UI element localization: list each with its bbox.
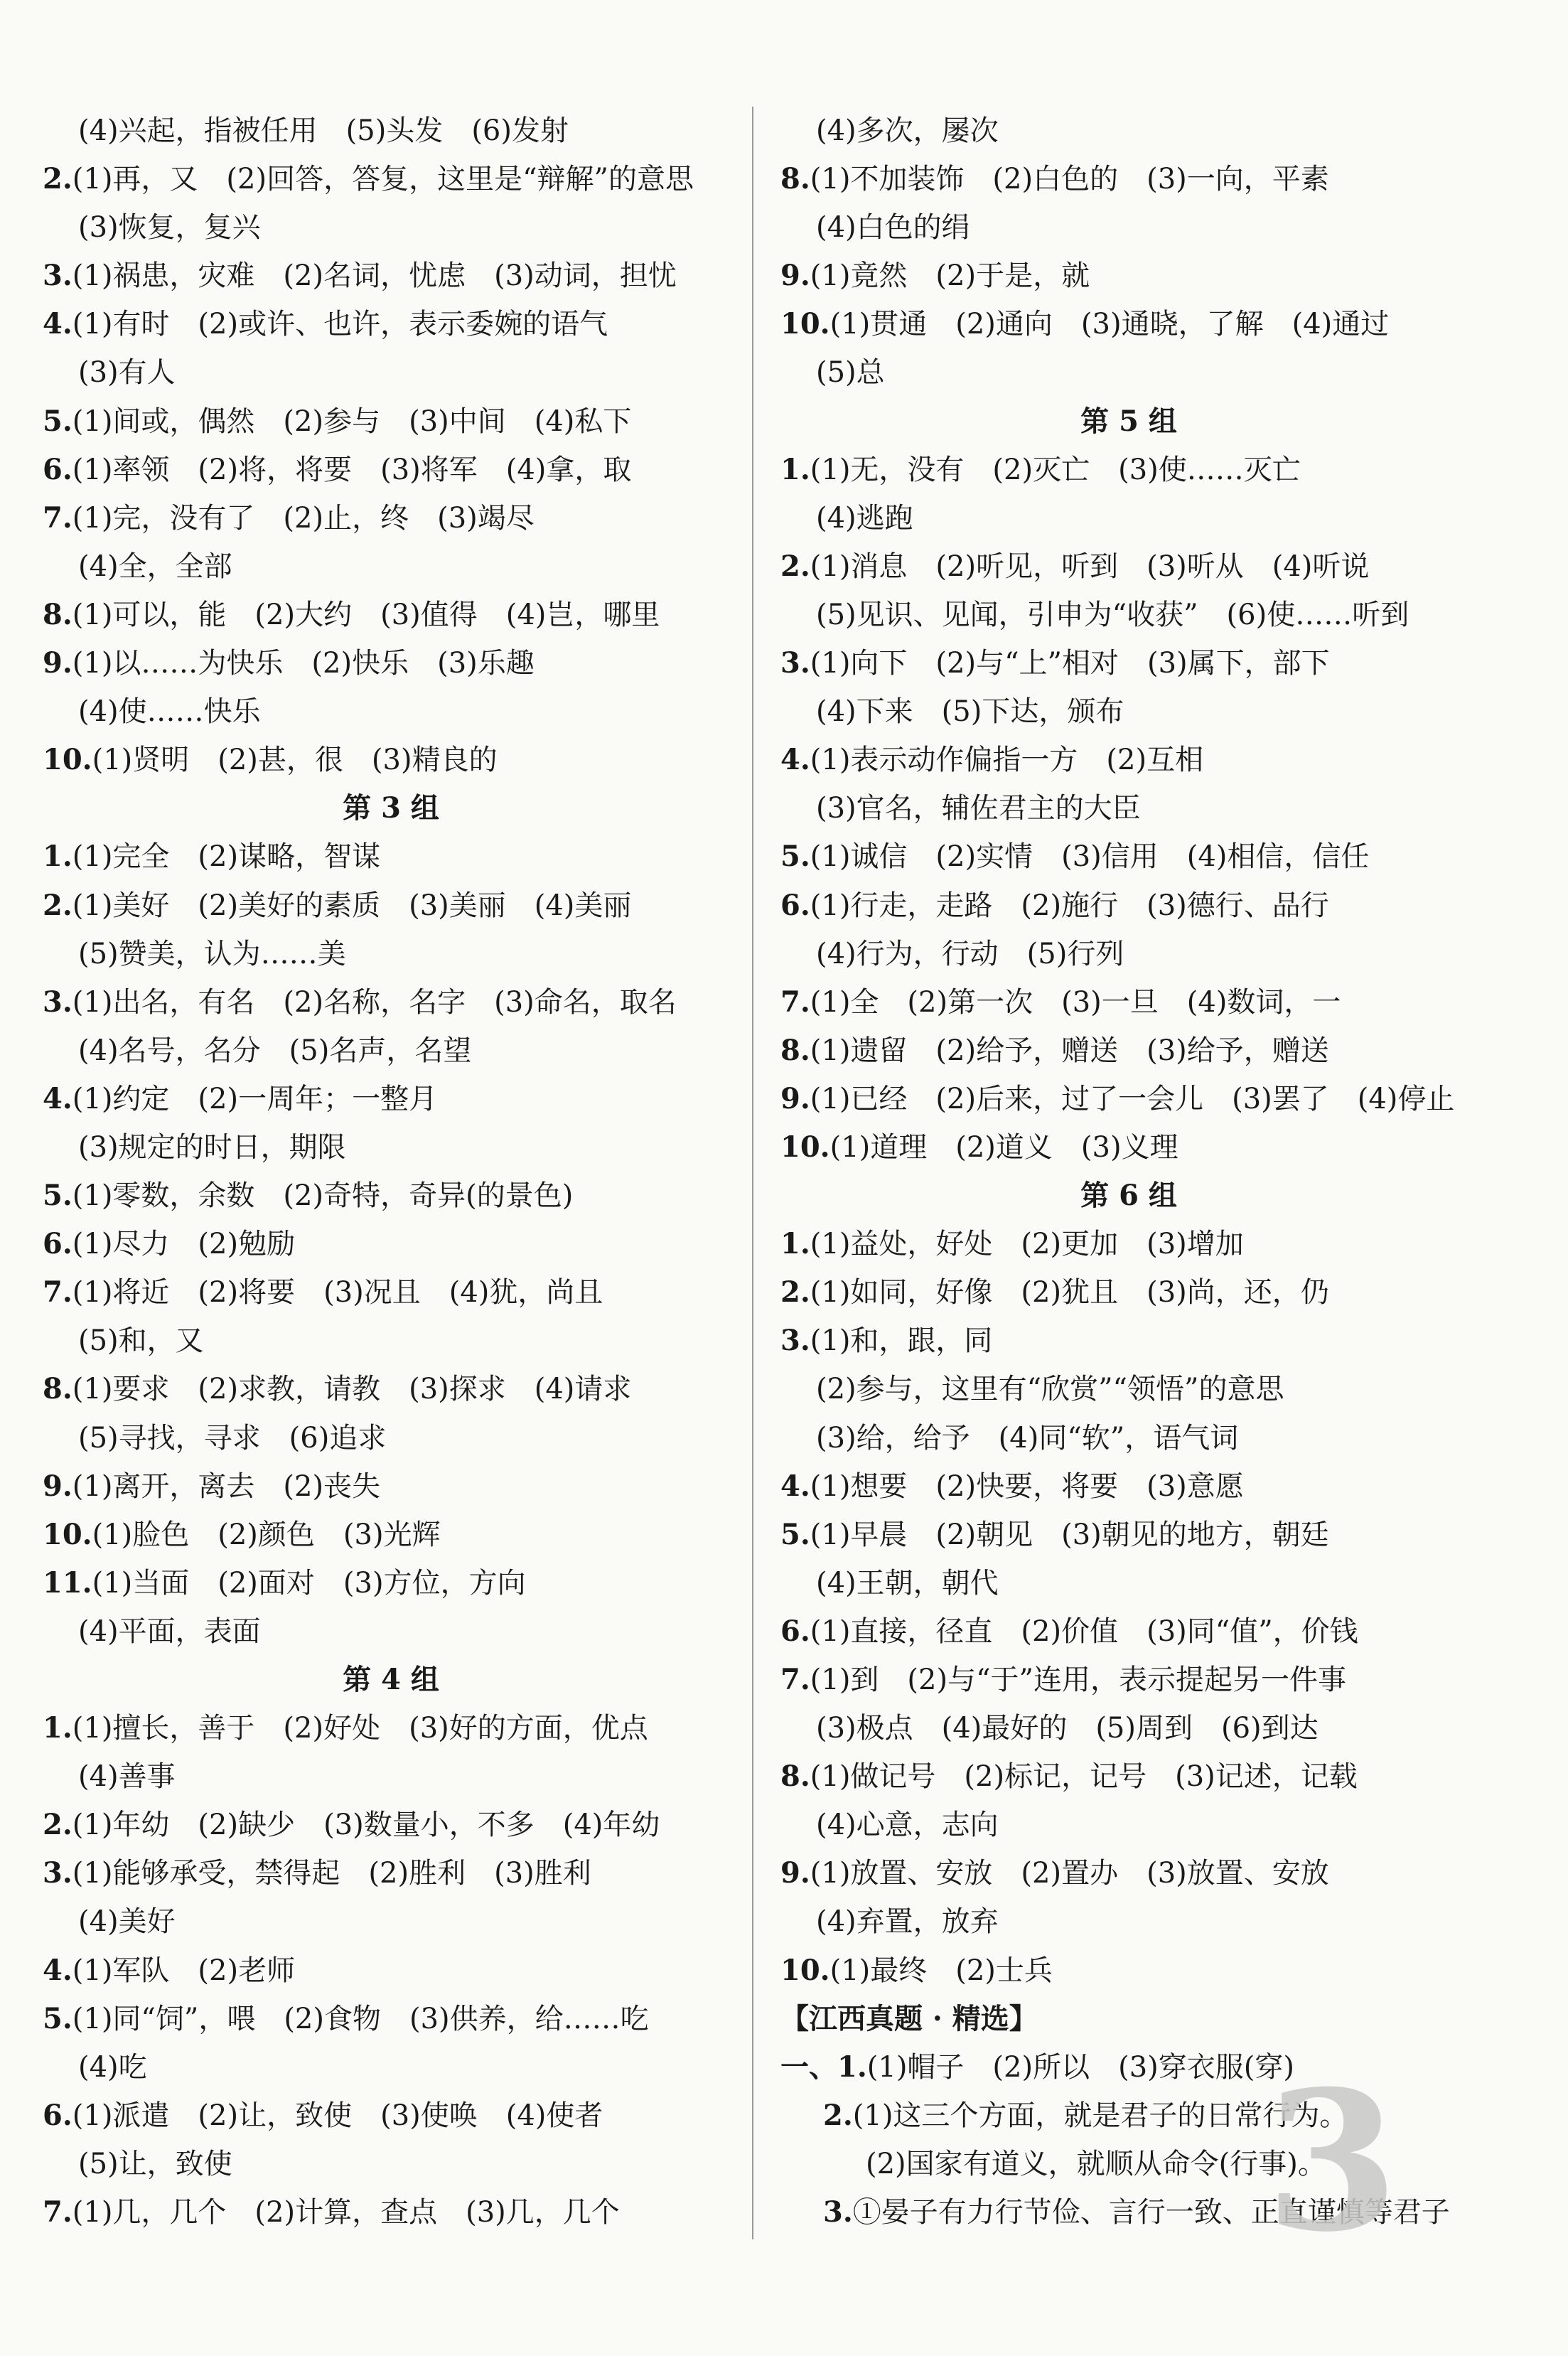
answer-item: [780, 1220, 1477, 1268]
item-text: (1)向下 (2)与“上”相对 (3)属下，部下: [810, 647, 1330, 680]
item-number: 10.: [780, 307, 830, 341]
item-number: 2.: [43, 888, 73, 922]
answer-item: [43, 1075, 739, 1123]
item-text: (1)能够承受，禁得起 (2)胜利 (3)胜利: [72, 1857, 591, 1890]
item-text: (3)规定的时日，期限: [78, 1130, 346, 1164]
item-number: 1.: [43, 1711, 73, 1745]
answer-continuation-line: [43, 348, 739, 397]
item-number: 6.: [43, 2098, 73, 2132]
item-text: (1)脸色 (2)颜色 (3)光辉: [92, 1518, 441, 1551]
group-heading: [43, 784, 739, 832]
answer-item: [780, 832, 1477, 881]
answer-item: [43, 1172, 739, 1220]
answer-item: [780, 300, 1477, 348]
answer-item: [43, 736, 739, 784]
answer-item: [780, 1268, 1477, 1317]
answer-item: [780, 1123, 1477, 1172]
item-text: 第 4 组: [343, 1663, 439, 1696]
group-heading: [780, 1172, 1477, 1220]
item-text: (4)兴起，指被任用 (5)头发 (6)发射: [78, 114, 569, 147]
item-number: 2.: [823, 2098, 853, 2132]
answer-item: [43, 2188, 739, 2237]
item-number: 8.: [43, 1372, 73, 1406]
answer-item: [43, 1365, 739, 1413]
answer-item: [43, 300, 739, 348]
answer-continuation-line: [780, 687, 1477, 736]
item-number: 7.: [780, 1663, 810, 1696]
answer-item: [780, 639, 1477, 687]
item-number: 2.: [43, 162, 73, 196]
item-text: (1)竟然 (2)于是，就: [810, 259, 1090, 293]
item-text: (1)放置、安放 (2)置办 (3)放置、安放: [810, 1857, 1329, 1890]
item-number: 3.: [43, 1856, 73, 1890]
answer-continuation-line: [780, 591, 1477, 639]
answer-item: [43, 1947, 739, 1995]
answer-item: [780, 1317, 1477, 1365]
item-number: 6.: [43, 1227, 73, 1261]
answer-continuation-line: [43, 1752, 739, 1801]
item-text: (1)不加装饰 (2)白色的 (3)一向，平素: [810, 163, 1329, 196]
answer-item: [780, 1607, 1477, 1656]
answer-item: [780, 1075, 1477, 1123]
section-title: [780, 1995, 1477, 2043]
answer-item: [43, 397, 739, 446]
item-text: (5)见识、见闻，引申为“收获” (6)使……听到: [816, 598, 1409, 631]
item-text: (1)行走，走路 (2)施行 (3)德行、品行: [810, 889, 1329, 922]
item-text: (4)逃跑: [816, 501, 913, 535]
answer-item: [780, 978, 1477, 1027]
answer-item: [43, 832, 739, 881]
item-text: (1)祸患，灾难 (2)名词，忧虑 (3)动词，担忧: [72, 259, 677, 293]
item-text: (1)可以，能 (2)大约 (3)值得 (4)岂，哪里: [72, 598, 660, 631]
item-text: (1)以……为快乐 (2)快乐 (3)乐趣: [72, 647, 535, 680]
item-text: (3)有人: [78, 356, 176, 390]
answer-continuation-line: [43, 107, 739, 155]
answer-item: [43, 1511, 739, 1559]
item-text: (1)诚信 (2)实情 (3)信用 (4)相信，信任: [810, 840, 1370, 874]
item-text: (1)离开，离去 (2)丧失: [72, 1469, 381, 1503]
item-number: 2.: [43, 1808, 73, 1842]
answer-item: [780, 736, 1477, 784]
item-text: ①晏子有力行节俭、言行一致、正直谨慎等君子: [852, 2196, 1450, 2229]
item-text: (5)和，又: [78, 1324, 204, 1358]
item-number: 7.: [780, 985, 810, 1019]
item-text: (1)和，跟，同: [810, 1324, 993, 1358]
item-text: (1)遗留 (2)给予，赠送 (3)给予，赠送: [810, 1034, 1329, 1067]
item-number: 10.: [780, 1953, 830, 1987]
answer-continuation-line: [43, 1027, 739, 1075]
item-text: (4)心意，志向: [816, 1809, 999, 1842]
item-text: (1)到 (2)与“于”连用，表示提起另一件事: [810, 1664, 1346, 1696]
answer-continuation-line: [780, 1559, 1477, 1607]
item-text: (1)直接，径直 (2)价值 (3)同“值”，价钱: [810, 1615, 1358, 1648]
item-number: 5.: [43, 1179, 73, 1213]
answer-item: [43, 591, 739, 639]
item-number: 6.: [780, 888, 810, 922]
item-text: (4)使……快乐: [78, 695, 261, 729]
item-text: 第 6 组: [1080, 1179, 1177, 1213]
item-text: (1)军队 (2)老师: [72, 1954, 296, 1987]
answer-item: [43, 446, 739, 494]
item-text: 【江西真题 · 精选】: [780, 2001, 1038, 2035]
item-text: 第 3 组: [343, 791, 439, 825]
item-text: (2)参与，这里有“欣赏”“领悟”的意思: [816, 1373, 1284, 1406]
item-text: (1)当面 (2)面对 (3)方位，方向: [92, 1566, 526, 1600]
answer-continuation-line: [780, 1897, 1477, 1946]
item-number: 3.: [43, 259, 73, 293]
item-text: (1)道理 (2)道义 (3)义理: [829, 1130, 1178, 1164]
item-text: (1)最终 (2)士兵: [829, 1954, 1053, 1987]
item-number: 5.: [780, 1517, 810, 1551]
item-number: 5.: [780, 840, 810, 874]
item-text: (3)恢复，复兴: [78, 211, 261, 245]
item-text: (1)帽子 (2)所以 (3)穿衣服(穿): [866, 2050, 1294, 2084]
item-number: 10.: [43, 1517, 92, 1551]
answer-item: [43, 1268, 739, 1317]
answer-item: [43, 1801, 739, 1849]
answer-continuation-line: [780, 1801, 1477, 1849]
item-text: (1)全 (2)第一次 (3)一旦 (4)数词，一: [810, 985, 1341, 1019]
answer-item: [43, 1995, 739, 2043]
item-text: (1)贯通 (2)通向 (3)通晓，了解 (4)通过: [829, 308, 1390, 341]
item-number: 9.: [43, 1469, 73, 1503]
answer-item: [43, 252, 739, 300]
answer-continuation-line: [780, 930, 1477, 978]
answer-continuation-line: [43, 1607, 739, 1656]
item-text: (4)平面，表面: [78, 1615, 261, 1648]
item-text: (1)约定 (2)一周年；一整月: [72, 1082, 438, 1115]
item-text: (5)寻找，寻求 (6)追求: [78, 1421, 387, 1455]
item-text: (5)让，致使: [78, 2147, 232, 2180]
item-text: (1)做记号 (2)标记，记号 (3)记述，记载: [810, 1760, 1358, 1794]
answer-item: [780, 1849, 1477, 1897]
item-text: (1)完，没有了 (2)止，终 (3)竭尽: [72, 501, 535, 535]
answer-continuation-line: [43, 203, 739, 252]
answer-continuation-line: [780, 107, 1477, 155]
item-text: (1)贤明 (2)甚，很 (3)精良的: [92, 744, 498, 777]
answer-item: [43, 1704, 739, 1752]
answer-item: [780, 1027, 1477, 1075]
item-text: (1)表示动作偏指一方 (2)互相: [810, 744, 1204, 777]
item-number: 11.: [43, 1565, 92, 1600]
answer-item: [43, 978, 739, 1027]
answer-item: [780, 542, 1477, 591]
item-text: (2)国家有道义，就顺从命令(行事)。: [866, 2147, 1326, 2180]
answer-continuation-line: [43, 1317, 739, 1365]
item-text: (1)将近 (2)将要 (3)况且 (4)犹，尚且: [72, 1276, 603, 1310]
item-text: (3)极点 (4)最好的 (5)周到 (6)到达: [816, 1712, 1319, 1745]
item-number: 10.: [43, 743, 92, 777]
item-number: 6.: [43, 452, 73, 486]
item-text: (1)这三个方面，就是君子的日常行为。: [852, 2099, 1348, 2132]
item-text: (4)多次，屡次: [816, 114, 999, 147]
answer-continuation-line: [780, 784, 1477, 832]
item-number: 6.: [780, 1614, 810, 1648]
answer-continuation-line: [780, 203, 1477, 252]
item-number: 5.: [43, 404, 73, 438]
item-number: 8.: [43, 597, 73, 631]
item-text: (1)益处，好处 (2)更加 (3)增加: [810, 1228, 1244, 1261]
item-number: 9.: [780, 1081, 810, 1115]
answer-item: [43, 2092, 739, 2140]
item-number: 3.: [43, 985, 73, 1019]
item-number: 8.: [780, 1760, 810, 1794]
answer-continuation-line: [43, 542, 739, 591]
item-text: (1)无，没有 (2)灭亡 (3)使……灭亡: [810, 453, 1301, 486]
item-text: (1)擅长，善于 (2)好处 (3)好的方面，优点: [72, 1712, 648, 1745]
answer-item: [43, 1559, 739, 1607]
item-number: 4.: [43, 1953, 73, 1987]
answer-item: [780, 1752, 1477, 1801]
item-number: 1.: [780, 1227, 810, 1261]
item-number: 3.: [780, 1324, 810, 1358]
item-text: (1)早晨 (2)朝见 (3)朝见的地方，朝廷: [810, 1518, 1329, 1551]
answer-item: [43, 882, 739, 930]
answer-continuation-line: [780, 1414, 1477, 1462]
item-text: (4)白色的绢: [816, 211, 970, 245]
item-number: 9.: [43, 646, 73, 680]
item-text: (3)给，给予 (4)同“软”，语气词: [816, 1421, 1239, 1455]
answer-item: [43, 155, 739, 203]
answer-continuation-line: [43, 687, 739, 736]
item-text: (1)完全 (2)谋略，智谋: [72, 840, 381, 874]
item-text: (4)名号，名分 (5)名声，名望: [78, 1034, 472, 1067]
item-number: 4.: [780, 1469, 810, 1503]
answer-continuation-line: [43, 1414, 739, 1462]
item-number: 9.: [780, 1856, 810, 1890]
answer-continuation-line: [780, 348, 1477, 397]
item-text: (1)消息 (2)听见，听到 (3)听从 (4)听说: [810, 550, 1370, 583]
item-text: (1)如同，好像 (2)犹且 (3)尚，还，仍: [810, 1276, 1329, 1310]
item-text: (1)派遣 (2)让，致使 (3)使唤 (4)使者: [72, 2099, 603, 2132]
item-number: 5.: [43, 2001, 73, 2035]
answer-item: [780, 1656, 1477, 1704]
item-text: (1)间或，偶然 (2)参与 (3)中间 (4)私下: [72, 405, 632, 438]
item-text: (1)美好 (2)美好的素质 (3)美丽 (4)美丽: [72, 889, 632, 922]
item-number: 7.: [43, 1275, 73, 1310]
item-text: (5)总: [816, 356, 885, 390]
item-number: 4.: [780, 743, 810, 777]
item-number: 2.: [780, 1275, 810, 1310]
item-number: 3.: [780, 646, 810, 680]
answer-continuation-line: [43, 930, 739, 978]
answer-item: [780, 1462, 1477, 1511]
answer-item: [43, 639, 739, 687]
item-text: (4)吃: [78, 2050, 147, 2084]
answer-continuation-line: [43, 2043, 739, 2092]
item-text: (1)同“饲”，喂 (2)食物 (3)供养，给……吃: [72, 2002, 649, 2035]
item-text: (1)出名，有名 (2)名称，名字 (3)命名，取名: [72, 985, 677, 1019]
item-text: (5)赞美，认为……美: [78, 937, 346, 970]
item-text: (4)行为，行动 (5)行列: [816, 937, 1124, 970]
answer-item: [43, 494, 739, 542]
item-text: (1)想要 (2)快要，将要 (3)意愿: [810, 1469, 1244, 1503]
item-text: (1)年幼 (2)缺少 (3)数量小，不多 (4)年幼: [72, 1809, 660, 1842]
answer-item: [780, 882, 1477, 930]
item-number: 2.: [780, 549, 810, 583]
item-text: (4)善事: [78, 1760, 176, 1794]
item-number: 4.: [43, 307, 73, 341]
answer-continuation-line: [43, 1123, 739, 1172]
item-text: (1)要求 (2)求教，请教 (3)探求 (4)请求: [72, 1373, 632, 1406]
item-text: (1)尽力 (2)勉励: [72, 1228, 296, 1261]
item-number: 7.: [43, 2195, 73, 2229]
answer-item: [780, 1947, 1477, 1995]
item-text: (4)美好: [78, 1905, 176, 1939]
answer-item: [780, 155, 1477, 203]
answer-continuation-line: [780, 1365, 1477, 1413]
item-text: (1)再，又 (2)回答，答复，这里是“辩解”的意思: [72, 163, 694, 196]
item-text: 第 5 组: [1080, 404, 1177, 438]
answer-item: [780, 252, 1477, 300]
item-text: (1)有时 (2)或许、也许，表示委婉的语气: [72, 308, 608, 341]
item-text: (4)弃置，放弃: [816, 1905, 999, 1939]
item-text: (1)零数，余数 (2)奇特，奇异(的景色): [72, 1179, 574, 1213]
answer-continuation-line: [43, 1897, 739, 1946]
answer-item: [780, 1511, 1477, 1559]
answer-item: [43, 1462, 739, 1511]
answer-item: [43, 1220, 739, 1268]
item-number: 10.: [780, 1130, 830, 1164]
left-column: [43, 107, 739, 2237]
item-text: (1)几，几个 (2)计算，查点 (3)几，几个: [72, 2196, 620, 2229]
answer-continuation-line: [43, 2140, 739, 2188]
page-number: 3: [1265, 2048, 1399, 2274]
item-number: 一、1.: [780, 2050, 867, 2084]
item-number: 3.: [823, 2195, 853, 2229]
item-text: (4)全，全部: [78, 550, 232, 583]
item-text: (1)已经 (2)后来，过了一会儿 (3)罢了 (4)停止: [810, 1082, 1455, 1115]
item-number: 1.: [780, 452, 810, 486]
column-divider: [752, 107, 753, 2239]
answer-continuation-line: [780, 494, 1477, 542]
item-text: (1)率领 (2)将，将要 (3)将军 (4)拿，取: [72, 453, 632, 486]
group-heading: [780, 397, 1477, 446]
item-number: 8.: [780, 162, 810, 196]
item-text: (4)下来 (5)下达，颁布: [816, 695, 1124, 729]
item-number: 1.: [43, 840, 73, 874]
item-number: 4.: [43, 1081, 73, 1115]
item-number: 9.: [780, 259, 810, 293]
answer-continuation-line: [780, 1704, 1477, 1752]
item-text: (3)官名，辅佐君主的大臣: [816, 792, 1141, 825]
answer-item: [43, 1849, 739, 1897]
item-number: 8.: [780, 1033, 810, 1067]
item-text: (4)王朝，朝代: [816, 1566, 999, 1600]
answer-item: [780, 446, 1477, 494]
group-heading: [43, 1656, 739, 1704]
item-number: 7.: [43, 500, 73, 535]
right-column: [780, 107, 1477, 2237]
